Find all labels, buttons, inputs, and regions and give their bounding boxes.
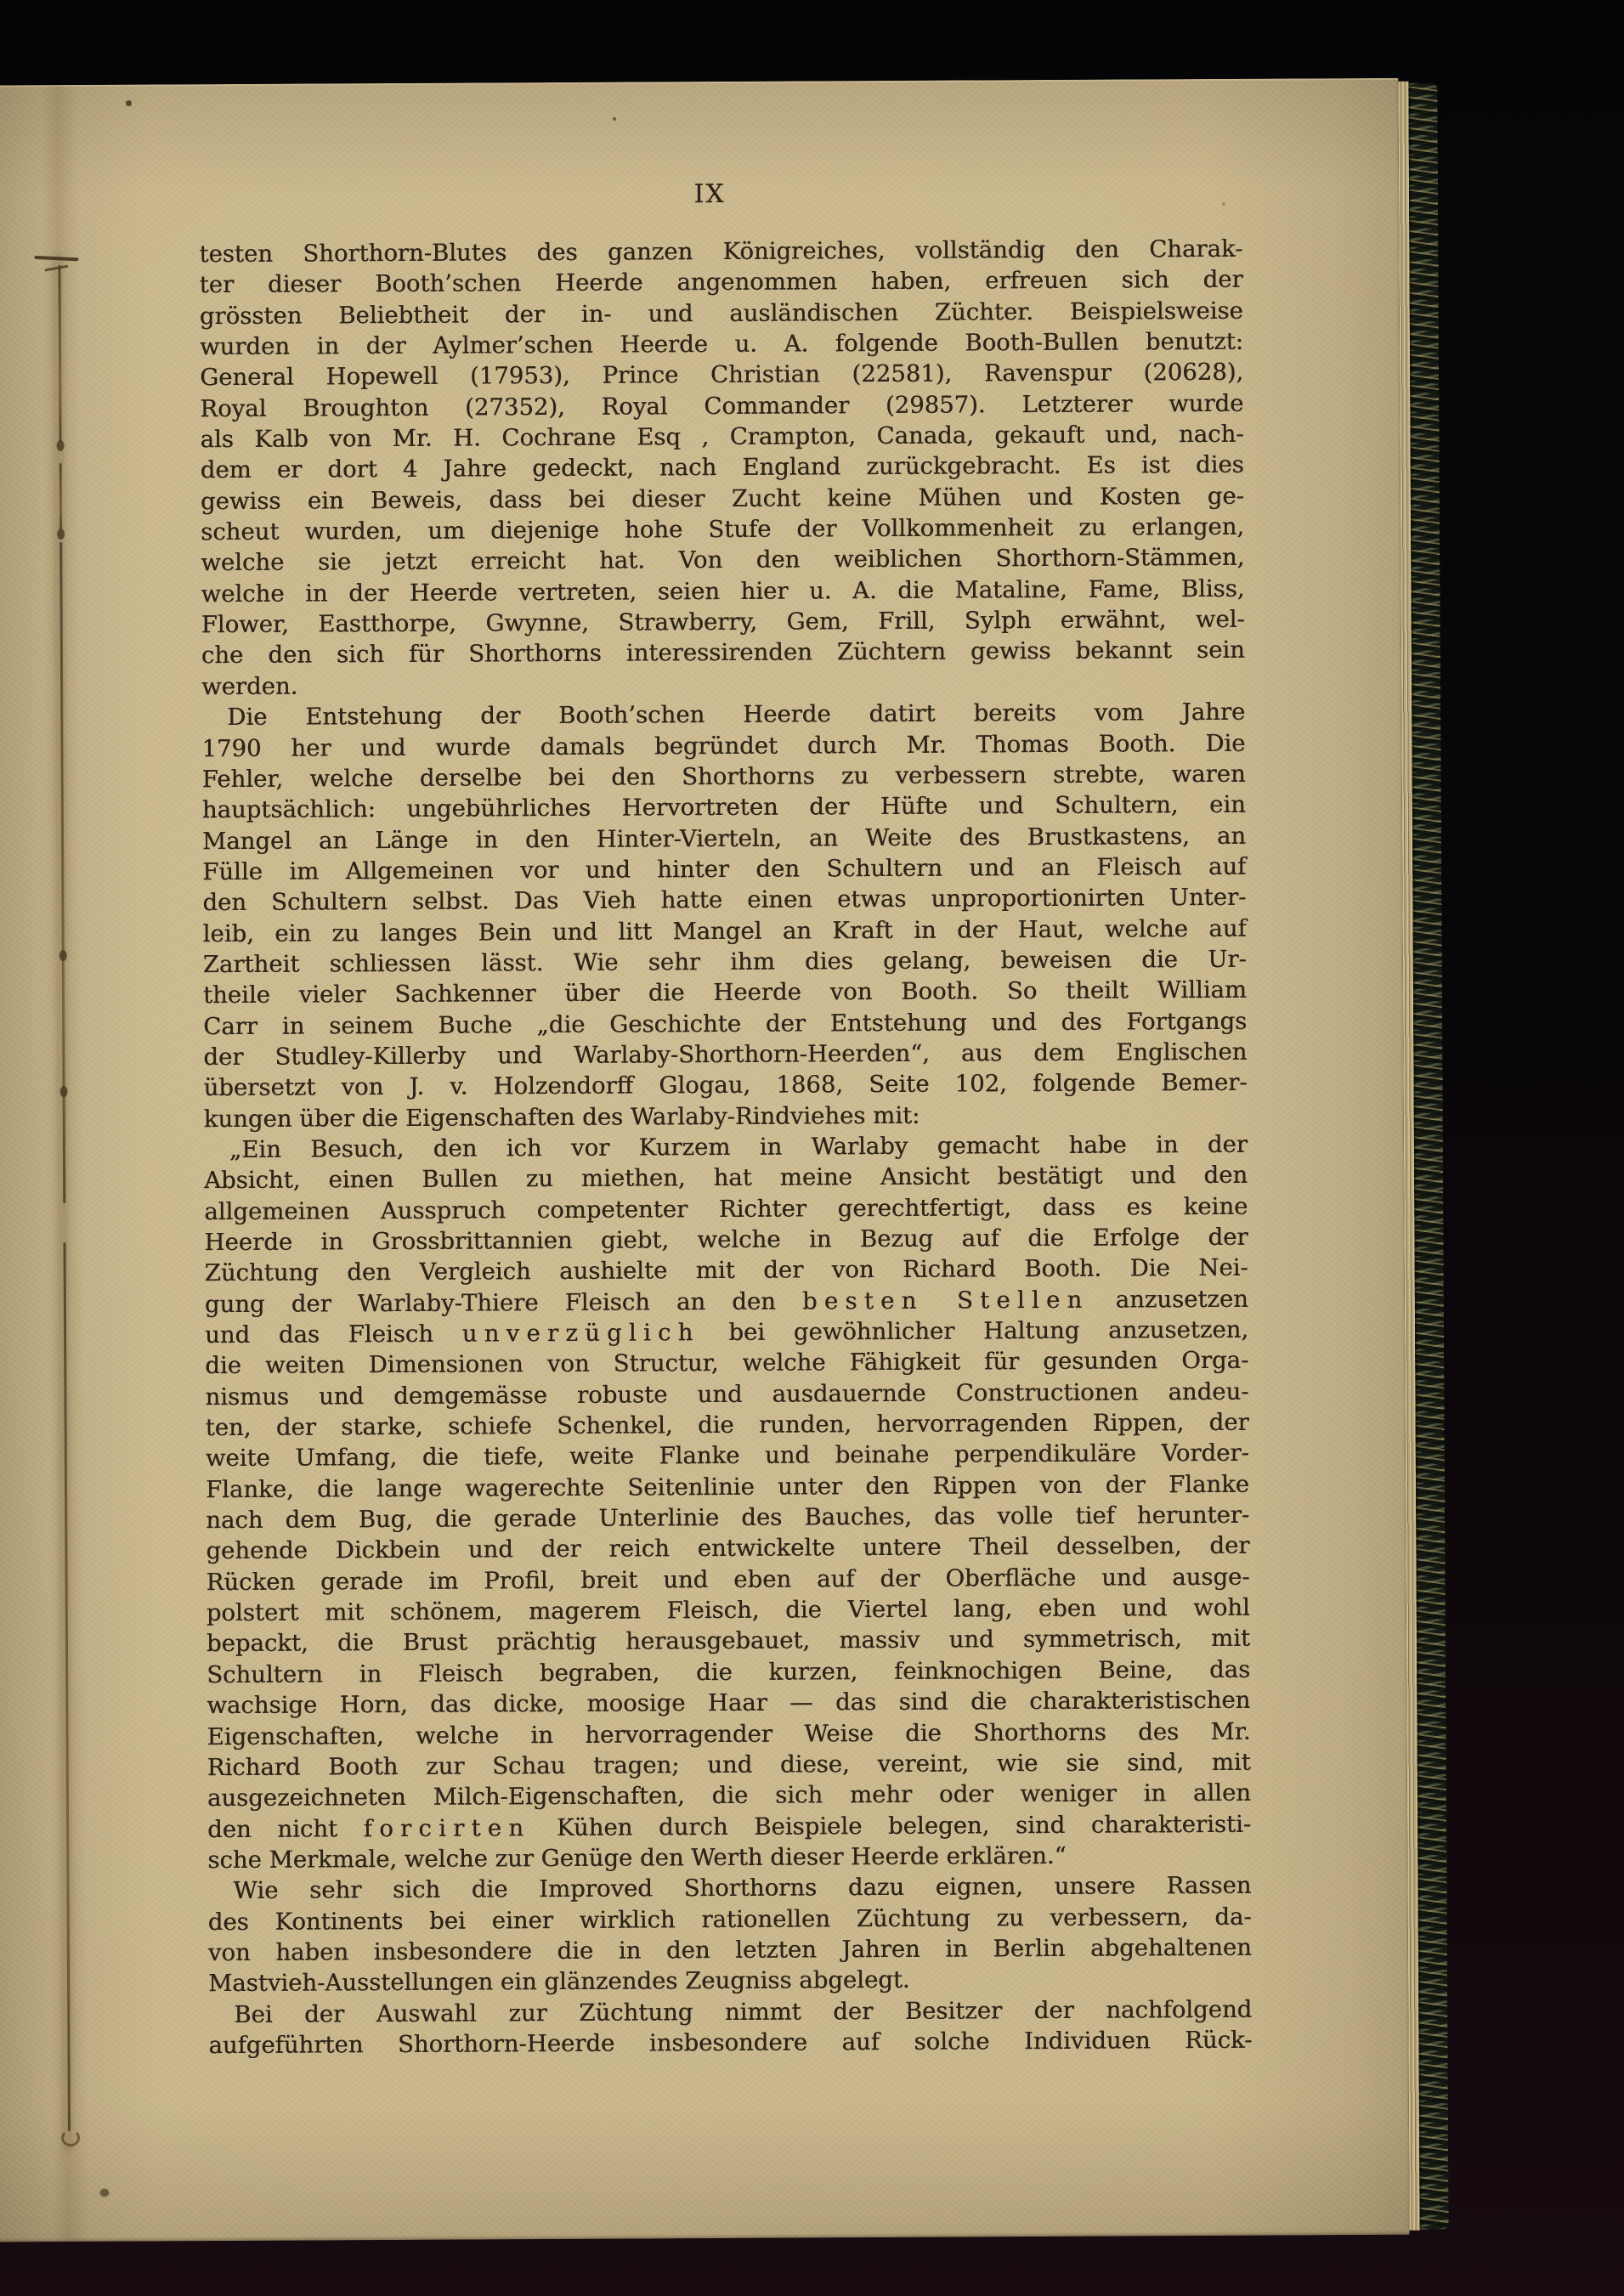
paper-stain bbox=[126, 100, 132, 106]
text-line: testen Shorthorn-Blutes des ganzen Königreiches, vollständig den Charak- bbox=[199, 235, 1243, 269]
text-line: leib, ein zu langes Bein und litt Mangel an Kraft in der Haut, welche auf bbox=[202, 914, 1247, 947]
thread-knot bbox=[57, 440, 65, 451]
letterspaced-word: forcirten bbox=[363, 1813, 531, 1842]
text-line: gung der Warlaby-Thiere Fleisch an den besten Stellen anzusetzen bbox=[204, 1285, 1248, 1318]
text-line: che den sich für Shorthorns interessirenden Züchtern gewiss bekannt sein bbox=[201, 636, 1245, 670]
text-line: welche sie jetzt erreicht hat. Von den weiblichen Shorthorn-Stämmen, bbox=[201, 544, 1245, 577]
text-line: als Kalb von Mr. H. Cochrane Esq , Crampton, Canada, gekauft und, nach- bbox=[200, 420, 1244, 454]
text-line: Flower, Eastthorpe, Gwynne, Strawberry, Gem, Frill, Sylph erwähnt, wel- bbox=[201, 605, 1245, 639]
text-line: Zartheit schliessen lässt. Wie sehr ihm dies gelang, beweisen die Ur- bbox=[202, 945, 1247, 979]
text-line: weite Umfang, die tiefe, weite Flanke und beinahe perpendikuläre Vorder- bbox=[205, 1439, 1249, 1473]
thread-end-curl bbox=[61, 2129, 80, 2146]
text-line: gehende Dickbein und der reich entwickelte untere Theil desselben, der bbox=[206, 1532, 1250, 1565]
text-line: ausgezeichneten Milch-Eigenschaften, die sich mehr oder weniger in allen bbox=[207, 1779, 1251, 1812]
text-line: nismus und demgemässe robuste und ausdauernde Constructionen andeu- bbox=[205, 1377, 1249, 1411]
text-line: dem er dort 4 Jahre gedeckt, nach England zurückgebracht. Es ist dies bbox=[200, 451, 1244, 484]
paper-stain bbox=[1222, 202, 1225, 206]
text-line: gewiss ein Beweis, dass bei dieser Zucht keine Mühen und Kosten ge- bbox=[200, 482, 1245, 515]
text-line: Heerde in Grossbrittannien giebt, welche in Bezug auf die Erfolge der bbox=[204, 1223, 1248, 1257]
text-line: Flanke, die lange wagerechte Seitenlinie unter den Rippen von der Flanke bbox=[205, 1470, 1250, 1503]
thread-knot bbox=[60, 1086, 68, 1097]
text-line: Royal Broughton (27352), Royal Commander (29857). Letzterer wurde bbox=[200, 389, 1244, 422]
text-block bbox=[199, 234, 1252, 2061]
letterspaced-word: besten Stellen bbox=[801, 1286, 1089, 1315]
text-line: grössten Beliebtheit der in- und ausländischen Züchter. Beispielsweise bbox=[199, 297, 1243, 330]
text-line: polstert mit schönem, magerem Fleisch, die Viertel lang, eben und wohl bbox=[206, 1593, 1250, 1627]
page-number: IX bbox=[693, 178, 726, 210]
paper-stain bbox=[100, 2189, 109, 2197]
text-line: Absicht, einen Bullen zu miethen, hat meine Ansicht bestätigt und den bbox=[204, 1162, 1248, 1195]
text-line: von haben insbesondere die in den letzten Jahren in Berlin abgehaltenen bbox=[207, 1933, 1252, 1967]
thread-knot bbox=[57, 529, 65, 540]
text-line: des Kontinents bei einer wirklich rationellen Züchtung zu verbessern, da- bbox=[207, 1903, 1252, 1936]
text-line: den Schultern selbst. Das Vieh hatte einen etwas unproportionirten Unter- bbox=[202, 883, 1247, 917]
letterspaced-word: unverzüglich bbox=[461, 1319, 700, 1348]
thread-segment bbox=[59, 463, 62, 529]
text-line: Carr in seinem Buche „die Geschichte der Entstehung und des Fortgangs bbox=[203, 1007, 1248, 1040]
text-line: wurden in der Aylmer’schen Heerde u. A. folgende Booth-Bullen benutzt: bbox=[199, 327, 1244, 361]
text-line: werden. bbox=[201, 672, 298, 701]
paper-stain bbox=[613, 117, 616, 121]
text-line: Fülle im Allgemeinen vor und hinter den Schultern und an Fleisch auf bbox=[202, 852, 1247, 886]
text-line: General Hopewell (17953), Prince Christian (22581), Ravenspur (20628), bbox=[200, 359, 1244, 392]
text-line: ter dieser Booth’schen Heerde angenommen haben, erfreuen sich der bbox=[199, 266, 1243, 299]
text-line: allgemeinen Ausspruch competenter Richter gerechtfertigt, dass es keine bbox=[204, 1192, 1248, 1225]
text-line: Züchtung den Vergleich aushielte mit der von Richard Booth. Die Nei- bbox=[204, 1254, 1248, 1287]
text-line: Bei der Auswahl zur Züchtung nimmt der Besitzer der nachfolgend bbox=[234, 1995, 1253, 2028]
book-page bbox=[0, 78, 1456, 2242]
text-line: die weiten Dimensionen von Structur, welche Fähigkeit für gesunden Orga- bbox=[205, 1347, 1249, 1380]
text-line: Richard Booth zur Schau tragen; und diese, vereint, wie sie sind, mit bbox=[207, 1748, 1251, 1782]
page-content bbox=[199, 176, 1253, 2061]
text-line: Wie sehr sich die Improved Shorthorns dazu eignen, unsere Rassen bbox=[233, 1871, 1252, 1905]
text-line: aufgeführten Shorthorn-Heerde insbesondere auf solche Individuen Rück- bbox=[208, 2026, 1253, 2060]
thread-segment bbox=[63, 1242, 70, 2131]
text-line: Schultern in Fleisch begraben, die kurzen, feinknochigen Beine, das bbox=[207, 1655, 1251, 1688]
text-line: „Ein Besuch, den ich vor Kurzem in Warlaby gemacht habe in der bbox=[229, 1130, 1248, 1163]
text-line: nach dem Bug, die gerade Unterlinie des Bauches, das volle tief herunter- bbox=[206, 1501, 1250, 1535]
text-line: übersetzt von J. v. Holzendorff Glogau, 1868, Seite 102, folgende Bemer- bbox=[203, 1069, 1248, 1102]
text-line: 1790 her und wurde damals begründet durch Mr. Thomas Booth. Die bbox=[201, 729, 1246, 762]
text-line: theile vieler Sachkenner über die Heerde von Booth. So theilt William bbox=[202, 976, 1248, 1009]
text-line: Mastvieh-Ausstellungen ein glänzendes Zeugniss abgelegt. bbox=[207, 1966, 910, 1998]
text-line: Rücken gerade im Profil, breit und eben auf der Oberfläche und ausge- bbox=[206, 1563, 1250, 1596]
thread-knot bbox=[59, 950, 67, 961]
text-line: welche in der Heerde vertreten, seien hier u. A. die Mataline, Fame, Bliss, bbox=[201, 574, 1245, 608]
text-line: bepackt, die Brust prächtig herausgebauet, massiv und symmetrisch, mit bbox=[206, 1625, 1251, 1658]
text-line: scheut wurden, um diejenige hohe Stufe der Vollkommenheit zu erlangen, bbox=[201, 512, 1245, 546]
text-line: Eigenschaften, welche in hervorragender Weise die Shorthorns des Mr. bbox=[207, 1717, 1251, 1750]
text-line: Mangel an Länge in den Hinter-Vierteln, an Weite des Brustkastens, an bbox=[201, 822, 1247, 855]
text-line: Fehler, welche derselbe bei den Shorthorns zu verbessern strebte, waren bbox=[201, 760, 1246, 794]
text-line: Die Entstehung der Booth’schen Heerde datirt bereits vom Jahre bbox=[227, 698, 1246, 732]
thread-segment bbox=[58, 265, 61, 442]
text-line: und das Fleisch unverzüglich bei gewöhnlicher Haltung anzusetzen, bbox=[204, 1315, 1249, 1349]
text-line: der Studley-Killerby und Warlaby-Shorthorn-Heerden“, aus dem Englischen bbox=[203, 1038, 1248, 1072]
thread-segment bbox=[59, 542, 65, 1203]
text-line: kungen über die Eigenschaften des Warlaby-Rindviehes mit: bbox=[203, 1101, 920, 1133]
text-line: den nicht forcirten Kühen durch Beispiele belegen, sind charakteristi- bbox=[207, 1810, 1252, 1843]
text-line: sche Merkmale, welche zur Genüge den Werth dieser Heerde erklären.“ bbox=[207, 1841, 1067, 1875]
text-line: wachsige Horn, das dicke, moosige Haar — das sind die charakteristischen bbox=[207, 1686, 1251, 1720]
text-line: ten, der starke, schiefe Schenkel, die runden, hervorragenden Rippen, der bbox=[205, 1408, 1249, 1442]
text-line: hauptsächlich: ungebührliches Hervortreten der Hüfte und Schultern, ein bbox=[201, 790, 1246, 824]
